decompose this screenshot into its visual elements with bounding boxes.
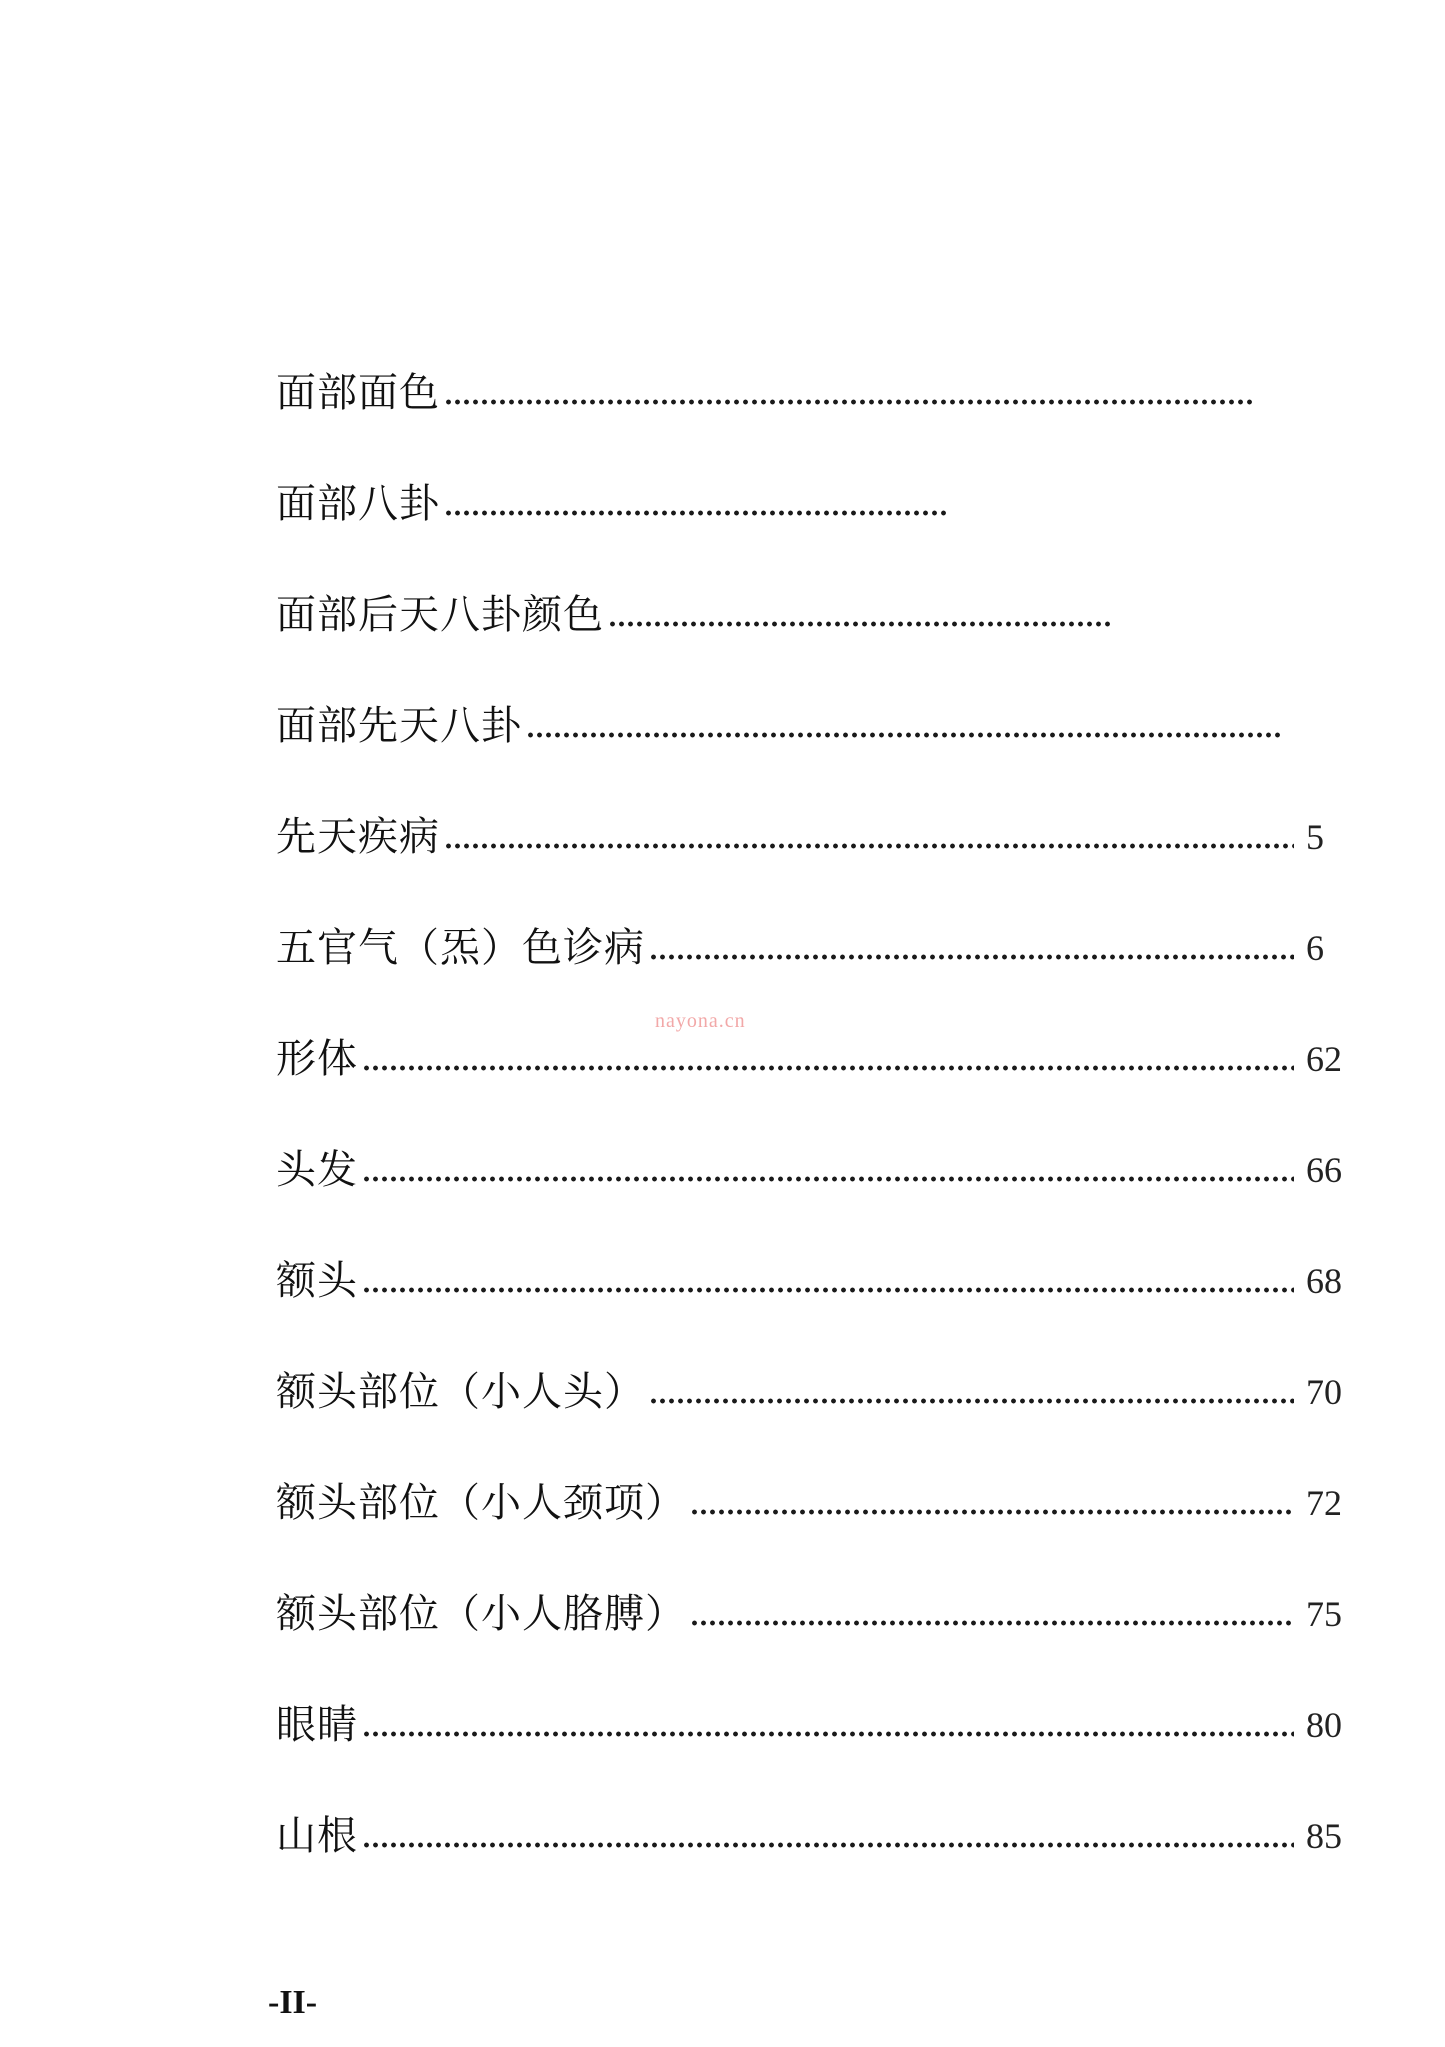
- dot-leader: [362, 1729, 1294, 1739]
- toc-entry[interactable]: [276, 1311, 1366, 1422]
- dot-leader: [362, 1285, 1294, 1295]
- dot-leader: [362, 1063, 1294, 1073]
- toc-entry[interactable]: [276, 1533, 1366, 1644]
- toc-entry-title: 先天疾病: [276, 814, 440, 860]
- toc-entry-title: 额头部位（小人头）: [276, 1369, 645, 1415]
- toc-entry-title: 五官气（炁）色诊病: [276, 925, 645, 971]
- dot-leader: [444, 397, 1254, 407]
- dot-leader: [444, 841, 1294, 851]
- toc-entry-page: 80: [1306, 1705, 1342, 1745]
- toc-entry-title: 头发: [276, 1147, 358, 1193]
- dot-leader: [444, 508, 950, 518]
- toc-entry-page: 5: [1306, 817, 1324, 857]
- toc-entry[interactable]: [276, 867, 1366, 978]
- dot-leader: [690, 1507, 1294, 1517]
- toc-entry-title: 面部面色: [276, 370, 440, 416]
- toc-entry[interactable]: [276, 1422, 1366, 1533]
- toc-entry[interactable]: [276, 756, 1366, 867]
- toc-entry-title: 面部八卦: [276, 481, 440, 527]
- toc-entry-title: 额头部位（小人胳膊）: [276, 1591, 686, 1637]
- toc-entry-page: 68: [1306, 1261, 1342, 1301]
- toc-entry[interactable]: [276, 1644, 1366, 1755]
- toc-entry-page: 75: [1306, 1594, 1342, 1634]
- toc-entry-page: 70: [1306, 1372, 1342, 1412]
- toc-entry[interactable]: [276, 1200, 1366, 1311]
- toc-entry[interactable]: [276, 1755, 1366, 1866]
- toc-entry[interactable]: [276, 312, 1366, 423]
- toc-entry-title: 面部先天八卦: [276, 703, 522, 749]
- dot-leader: [362, 1840, 1294, 1850]
- toc-entry-page: [1284, 748, 1356, 756]
- toc-entry[interactable]: [276, 423, 1366, 534]
- toc-entry-title: 额头: [276, 1258, 358, 1304]
- toc-entry[interactable]: [276, 534, 1366, 645]
- toc-entry-page: [950, 526, 1022, 534]
- toc-entry-page: [1254, 415, 1326, 423]
- toc-entry-page: 6: [1306, 928, 1324, 968]
- toc-entry-page: 72: [1306, 1483, 1342, 1523]
- toc-entry[interactable]: [276, 978, 1366, 1089]
- toc-entry-page: 66: [1306, 1150, 1342, 1190]
- watermark: nayona.cn: [655, 1010, 746, 1032]
- toc-entry-title: 眼睛: [276, 1702, 358, 1748]
- dot-leader: [362, 1174, 1294, 1184]
- toc-entry-title: 形体: [276, 1036, 358, 1082]
- dot-leader: [690, 1618, 1294, 1628]
- toc-entry-title: 山根: [276, 1813, 358, 1859]
- toc-entry[interactable]: [276, 1089, 1366, 1200]
- toc-entry-page: 62: [1306, 1039, 1342, 1079]
- table-of-contents: [276, 312, 1366, 1866]
- toc-entry-page: [1110, 637, 1182, 645]
- page-number-footer: -II-: [268, 1984, 318, 2021]
- dot-leader: [526, 730, 1284, 740]
- toc-entry-title: 额头部位（小人颈项）: [276, 1480, 686, 1526]
- dot-leader: [608, 619, 1110, 629]
- dot-leader: [649, 952, 1294, 962]
- toc-entry-page: 85: [1306, 1816, 1342, 1856]
- toc-entry[interactable]: [276, 645, 1366, 756]
- dot-leader: [649, 1396, 1294, 1406]
- toc-entry-title: 面部后天八卦颜色: [276, 592, 604, 638]
